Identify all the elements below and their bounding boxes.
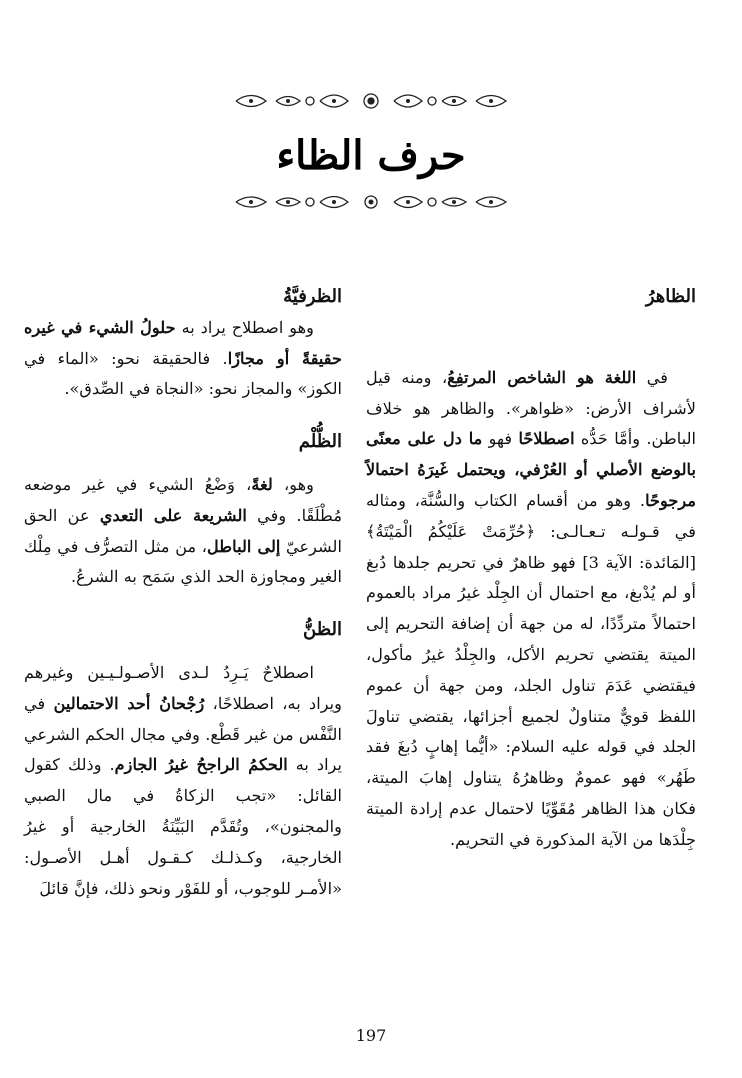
bold-term: اصطلاحًا bbox=[518, 429, 575, 449]
entry-heading-zann: الظنُّ bbox=[303, 619, 342, 641]
entry-text-zarfiyya bbox=[24, 313, 342, 405]
text-span: ، ومنه قيل لأشراف الأرض: «ظواهر». والظاهر هو خلاف الباطن. وأمَّا حَدُّه bbox=[366, 367, 697, 449]
bold-definition: الحكمُ الراجحُ غيرُ الجازم bbox=[114, 755, 288, 775]
text-span: اصطلاحٌ يَـرِدُ لـدى الأصـولـيـين وغيرهم ويراد به، اصطلاحًا، bbox=[24, 662, 342, 713]
text-span: في bbox=[636, 367, 668, 387]
page-number: 197 bbox=[355, 1026, 387, 1045]
bold-definition: ما دل على معنًى بالوضع الأصلي أو العُرْفي، ويحتمل غَيرَهُ احتمالاً مرجوحًا bbox=[366, 429, 696, 510]
text-span: . وهو من أقسام الكتاب والسُّنَّة، ومثاله في قـولـه تـعـالـى: ﴿حُرِّمَتْ عَلَيْكُمُ الْمَيْتَةُ﴾ [المَائدة: الآية 3] فهو ظاهرٌ في تحريم جلدها دُبغ أو لم يُدْبغ، مع احتمال أن الجِلْد غيرُ مراد بالعموم احتمالاً متردِّدًا، له من جهة أن إضافة التحريم إلى الميتة يقتضي تحريم الأكل، والجِلْدُ غيرُ مأكول، فيقتضي عَدَمَ تناول الجلد، ومن جهة أن عموم اللفظ قويٌّ متناولٌ لجميع أجزائها، يقتضي تناولَ الجلد في قوله عليه السلام: «أيُّما إهابٍ دُبغَ فقد طَهُر» فهو عمومٌ وظاهرُهُ يتناول إهابَ الميتة، فكان هذا الظاهر مُقَوِّيًا لاحتمال عدم إرادة الميتة جِلْدَها من الآية المذكورة في التحريم. bbox=[366, 490, 696, 849]
floral-ornament-icon bbox=[226, 190, 516, 214]
top-ornament bbox=[0, 88, 742, 114]
left-column bbox=[24, 282, 342, 904]
text-span: . فالحقيقة نحو: «الماء في الكوز» والمجاز نحو: «النجاة في الصِّدق». bbox=[24, 348, 342, 399]
bold-definition: رُجْحانُ أحد الاحتمالين bbox=[53, 693, 205, 713]
text-span: ، من مثل التصرُّف في مِلْك الغير ومجاوزة الحد الذي سَمَح به الشرعُ. bbox=[24, 536, 342, 587]
bold-term: اللغة هو الشاخص المرتفِعُ bbox=[447, 367, 637, 387]
entry-heading-zulm: الظُّلْم bbox=[298, 431, 342, 453]
text-span: في النَّفْس من غير قَطْع. وفي مجال الحكم الشرعي يراد به bbox=[24, 693, 343, 775]
text-span: . وذلك كقول القائل: «تجب الزكاةُ في مال الصبي والمجنون»، وتُقَدَّم البَيِّنَةُ الخارجية أو غيرُ الخارجية، وكـذلـك كـقـول أهـل الأصـول: «الأمـر للوجوب، أو للفَوْر ونحو ذلك، فإنَّ قائلَ bbox=[24, 755, 342, 898]
entry-text-zann bbox=[24, 658, 342, 904]
text-span: ، وَضْعُ الشيء في غير موضعه مُطْلَقًا. وفي bbox=[24, 474, 343, 525]
bold-term: إلى الباطل bbox=[207, 536, 281, 556]
entry-heading-zahir: الظاهرُ bbox=[645, 286, 696, 307]
entry-heading-zarfiyya: الظرفيَّةُ bbox=[283, 286, 342, 307]
text-span: وهو، bbox=[272, 474, 314, 494]
floral-ornament-icon bbox=[226, 88, 516, 114]
entry-text-zahir bbox=[366, 363, 696, 856]
bottom-ornament bbox=[0, 190, 742, 214]
text-span: عن الحق الشرعيّ bbox=[24, 505, 342, 556]
bold-definition: حلولُ الشيء في غيره حقيقةً أو مجازًا bbox=[24, 317, 342, 368]
text-span: وهو اصطلاح يراد به bbox=[175, 317, 314, 337]
text-span: فهو bbox=[482, 429, 519, 449]
entry-text-zulm bbox=[24, 470, 342, 593]
bold-term: الشريعة على التعدي bbox=[99, 505, 247, 525]
right-column bbox=[366, 282, 696, 856]
bold-term: لغةً bbox=[251, 474, 273, 494]
chapter-title: حرف الظاء bbox=[276, 132, 466, 179]
